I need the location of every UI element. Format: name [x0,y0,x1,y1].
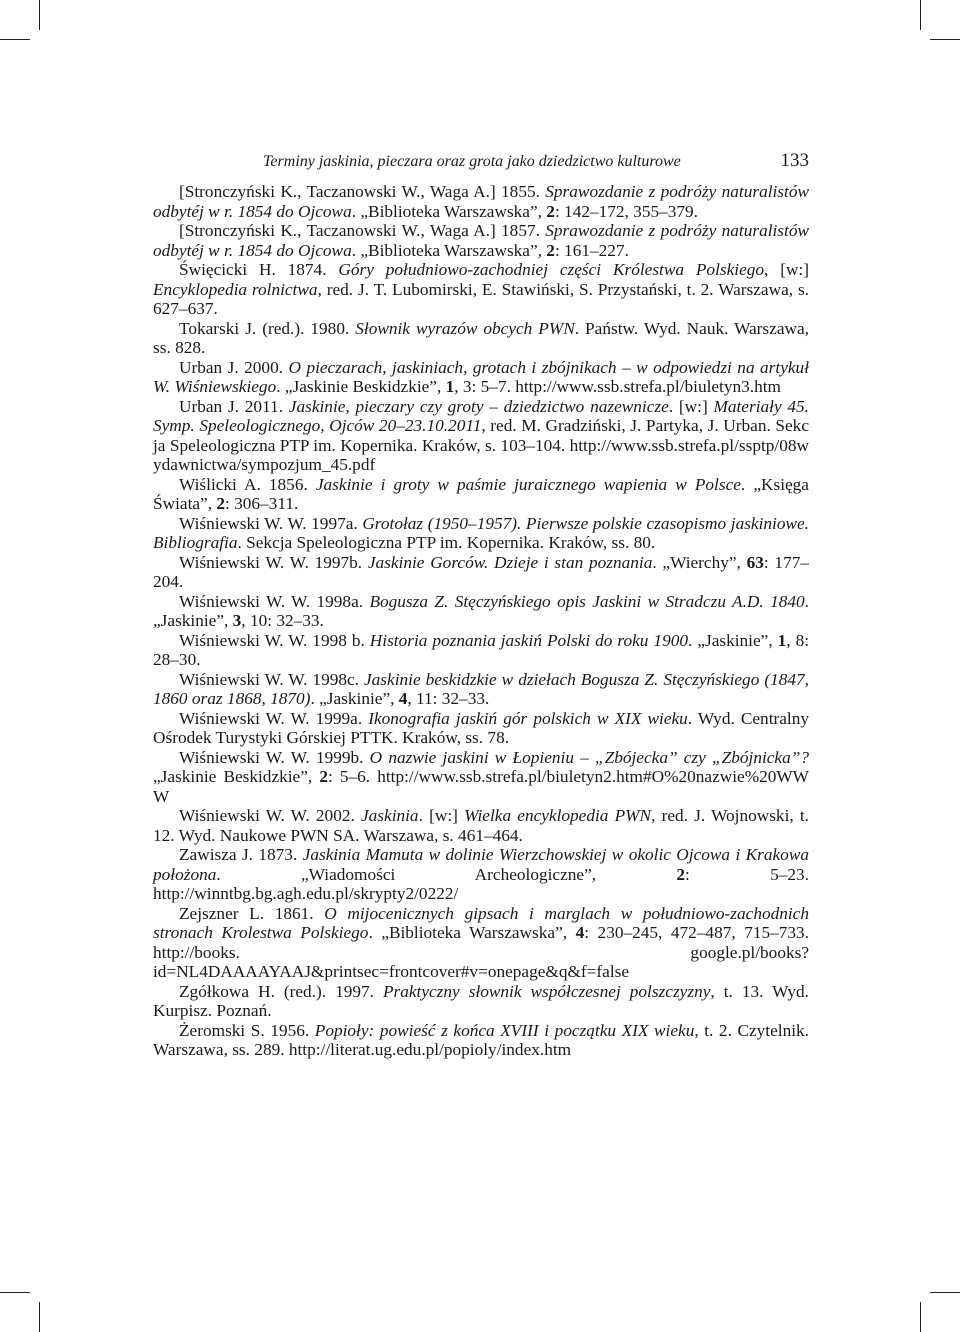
reference-text: . Wyd. Centralny Ośrodek Turystyki Górskiej PTTK. Kraków, ss. 78. [153,708,809,747]
reference-entry [153,182,809,221]
reference-text: , 8: 28–30. [153,630,810,669]
reference-entry [153,475,809,514]
reference-text: Żeromski S. 1956. [179,1020,315,1040]
reference-title: Wielka encyklopedia PWN [464,806,652,825]
reference-volume: 1 [445,377,455,396]
reference-text: Wiśniewski W. W. 1998c. [179,669,364,689]
reference-title: Praktyczny słownik współczesnej polszczyzny [382,981,711,1001]
reference-text: . „Jaskinie”, [688,630,778,650]
reference-text: Wiśniewski W. W. 2002. [179,806,361,825]
page-header [153,150,809,172]
reference-text: . „Biblioteka Warszawska”, [351,201,547,221]
reference-text: , 10: 32–33. [241,611,324,630]
reference-text: Wiśniewski W. W. 1999a. [179,708,369,728]
reference-volume: 4 [575,923,585,942]
reference-text: : 142–172, 355–379. [554,201,698,221]
reference-volume: 63 [746,552,764,572]
crop-mark [920,1302,921,1332]
reference-title: Grotołaz (1950–1957). Pierwsze polskie czasopismo jaskiniowe. Bibliografia [153,513,810,552]
reference-title: Góry południowo-zachodniej części Królestwa Polskiego [338,260,765,279]
reference-title: O mijocenicznych gipsach i marglach w południowo-zachodnich stronach Krolestwa Polskiego [153,903,809,942]
reference-text: , [w:] [764,260,809,279]
crop-mark [0,39,30,40]
reference-text: Święcicki H. 1874. [179,260,339,279]
reference-volume: 1 [777,630,787,650]
reference-text: Wiśniewski W. W. 1997b. [179,552,368,572]
reference-text: , 11: 32–33. [407,689,490,708]
reference-text: , red. J. Wojnowski, t. 12. Wyd. Naukowe PWN SA. Warszawa, s. 461–464. [153,806,809,845]
reference-title: Bogusza Z. Stęczyńskiego opis Jaskini w Stradczu A.D. 1840 [369,591,805,611]
reference-title: O pieczarach, jaskiniach, grotach i zbójnikach – w odpowiedzi na artykuł W. Wiśniewskiego [153,357,809,396]
reference-entry [153,1021,809,1060]
reference-text: Wiślicki A. 1856. [179,474,316,494]
reference-entry [153,553,809,592]
reference-text: . „Jaskinie”, [153,591,809,630]
reference-entry [153,982,809,1021]
reference-text: : 161–227. [554,240,629,260]
reference-text: . „Biblioteka Warszawska”, [368,923,576,942]
reference-url: , red. M. Gradziński, J. Partyka, J. Urban. Sekcja Speleologiczna PTP im. Kopernika. Kraków, s. 103–104. http://www.ssb.strefa.pl/ssptp/08wydawnictwa/sympozjum_45.pdf [153,416,809,474]
reference-title: Jaskinie, pieczary czy groty – dziedzictwo nazewnicze [288,396,669,416]
running-title: Terminy jaskinia, pieczara oraz grota jako dziedzictwo kulturowe [263,153,681,170]
reference-title: Historia poznania jaskiń Polski do roku 1900 [369,630,688,650]
reference-text: Tokarski J. (red.). 1980. [179,318,356,338]
reference-entry [153,845,809,904]
reference-entry [153,748,809,807]
reference-text: Wiśniewski W. W. 1999b. [179,747,370,767]
reference-entry [153,221,809,260]
reference-text: . „Wiadomości Archeologiczne”, [216,864,677,884]
reference-text: . „Jaskinie Beskidzkie”, [276,377,446,396]
reference-text: Wiśniewski W. W. 1998 b. [179,630,370,650]
reference-text: . Sekcja Speleologiczna PTP im. Kopernika. Kraków, ss. 80. [237,533,656,552]
reference-volume: 2 [216,494,225,513]
crop-mark [0,1292,30,1293]
reference-text: , red. J. T. Lubomirski, E. Stawiński, S. Przystański, t. 2. Warszawa, s. 627–637. [153,279,809,318]
reference-text: . [w:] [418,806,465,825]
reference-title: Sprawozdanie z podróży naturalistów odbytéj w r. 1854 do Ojcowa [153,221,810,260]
reference-title: Jaskinia [360,806,419,825]
reference-text: : 177–204. [153,552,809,591]
reference-entry [153,319,809,358]
reference-entry [153,592,809,631]
page [153,150,809,1060]
reference-volume: 2 [676,864,685,884]
reference-text: [Stronczyński K., Taczanowski W., Waga A.] 1857. [179,221,546,240]
reference-text: Urban J. 2011. [179,396,289,416]
crop-mark [39,1302,40,1332]
reference-entry [153,514,809,553]
crop-mark [930,1292,960,1293]
reference-text: : 306–311. [225,494,299,513]
page-number: 133 [780,150,809,171]
reference-text: . [w:] [668,396,714,416]
reference-text: , t. 2. Czytelnik. Warszawa, ss. 289. http://literat.ug.edu.pl/popioly/index.htm [153,1020,809,1059]
reference-entry [153,904,809,982]
reference-text: : 5–23. http://winntbg.bg.agh.edu.pl/skrypty2/0222/ [153,864,809,903]
reference-text: , 3: 5–7. http://www.ssb.strefa.pl/biuletyn3.htm [454,377,781,396]
reference-text: . „Wierchy”, [652,552,747,572]
reference-volume: 4 [398,689,408,708]
reference-text: Zgółkowa H. (red.). 1997. [179,981,383,1001]
reference-entry [153,631,809,670]
reference-list [153,182,809,1060]
reference-entry [153,806,809,845]
reference-text: , t. 13. Wyd. Kurpisz. Poznań. [153,981,809,1020]
reference-entry [153,358,809,397]
reference-volume: 2 [319,767,328,786]
reference-url: : 5–6. http://www.ssb.strefa.pl/biuletyn2.htm#O%20nazwie%20WWW [153,767,809,806]
reference-entry [153,670,809,709]
reference-volume: 2 [546,240,555,260]
reference-title: Sprawozdanie z podróży naturalistów odbytéj w r. 1854 do Ojcowa [153,182,810,221]
reference-title: Słownik wyrazów obcych PWN [355,318,575,338]
reference-title: Popioły: powieść z końca XVIII i początku XIX wieku [314,1020,695,1040]
reference-text: Wiśniewski W. W. 1998a. [179,591,370,611]
reference-volume: 2 [546,201,555,221]
crop-mark [39,0,40,30]
reference-title: Jaskinie beskidzkie w dziełach Bogusza Z. Stęczyńskiego (1847, 1860 oraz 1868, 1870) [153,669,809,708]
reference-title: O nazwie jaskini w Łopieniu – „Zbójecka” czy „Zbójnicka”? [369,747,809,767]
reference-title: Jaskinie i groty w paśmie juraicznego wapienia w Polsce [315,474,741,494]
reference-title: Jaskinia Mamuta w dolinie Wierzchowskiej w okolic Ojcowa i Krakowa położona [153,845,809,884]
reference-text: „Jaskinie Beskidzkie”, [153,767,320,786]
reference-text: Zawisza J. 1873. [179,845,303,864]
reference-title: Materiały 45. Symp. Speleologicznego, Ojców 20–23.10.2011 [153,396,809,435]
reference-text: . „Księga Świata”, [153,474,809,513]
reference-text: Wiśniewski W. W. 1997a. [179,513,363,533]
reference-title: Ikonografia jaskiń gór polskich w XIX wieku [368,708,688,728]
reference-entry [153,397,809,475]
reference-text: Zejszner L. 1861. [179,903,325,923]
reference-text: . „Jaskinie”, [310,689,399,708]
reference-text: . „Biblioteka Warszawska”, [351,240,547,260]
reference-volume: 3 [232,611,242,630]
reference-text: . Państw. Wyd. Nauk. Warszawa, ss. 828. [153,318,809,357]
reference-text: : 230–245, 472–487, 715–733. http://books. google.pl/books?id=NL4DAAAAYAAJ&printsec=frontcover#v=onepage&q&f=false [153,923,809,981]
reference-title: Jaskinie Gorców. Dzieje i stan poznania [367,552,653,572]
crop-mark [920,0,921,30]
reference-text: Urban J. 2000. [179,357,289,377]
crop-mark [930,39,960,40]
reference-text: [Stronczyński K., Taczanowski W., Waga A.] 1855. [179,182,546,201]
reference-entry [153,260,809,319]
reference-entry [153,709,809,748]
reference-title: Encyklopedia rolnictwa [153,279,318,299]
